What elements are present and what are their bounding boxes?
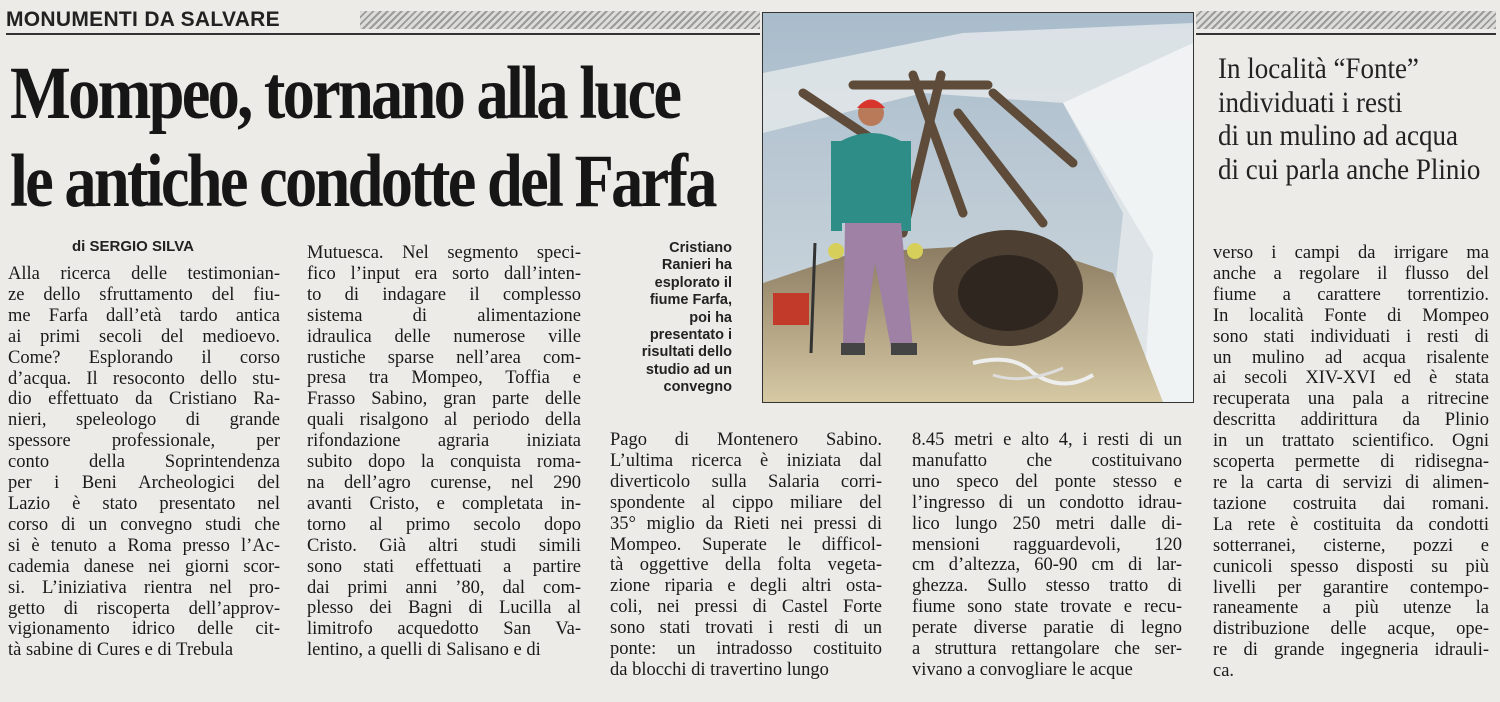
- deck-line-2: individuati i resti: [1218, 85, 1403, 119]
- caption-line: esplorato il: [654, 274, 732, 291]
- article-column-3: [610, 430, 882, 681]
- article-photo: [762, 12, 1194, 403]
- col3-line: L’ultima ricerca è iniziata dal: [610, 450, 882, 471]
- col2-line: torno al primo secolo dopo: [307, 514, 581, 535]
- col5-line: verso i campi da irrigare ma: [1213, 243, 1489, 263]
- kicker-rule: [6, 33, 760, 35]
- col3-line: Mompeo. Superate le difficol-: [610, 534, 882, 555]
- col1-line: si. L’iniziativa rientra nel pro-: [8, 577, 280, 598]
- col2-line: na dell’agro curense, nel 290: [307, 472, 581, 493]
- col4-line: ghezza. Sullo stesso tratto di: [912, 576, 1182, 597]
- deck-line-3: di un mulino ad acqua: [1218, 119, 1458, 152]
- col3-line: zione riparia e degli altri osta-: [610, 576, 882, 597]
- col4-line: perate diverse paratie di legno: [912, 618, 1182, 639]
- col1-line: cademia danese nei giorni scor-: [8, 556, 280, 577]
- article-column-4: [912, 430, 1182, 681]
- col2-line: rustiche sparse nell’area com-: [307, 347, 581, 368]
- caption-line: poi ha: [689, 309, 732, 326]
- col2-line: presa tra Mompeo, Toffia e: [307, 368, 581, 389]
- col1-line: corso di un convegno studi che: [8, 514, 280, 535]
- article-column-5: [1213, 243, 1489, 682]
- col4-line: cm d’altezza, 60-90 cm di lar-: [912, 555, 1182, 576]
- col1-line: ze dello sfruttamento del fiu-: [8, 284, 280, 305]
- col1-line: Lazio è stato presentato nel: [8, 493, 280, 514]
- col3-line: spondente al cippo miliare del: [610, 492, 882, 513]
- col2-line: to di indagare il complesso: [307, 284, 581, 305]
- col1-line: conto della Soprintendenza: [8, 452, 280, 473]
- headline: [10, 50, 715, 226]
- article-column-2: [307, 243, 581, 661]
- col1-line: Come? Esplorando il corso: [8, 347, 280, 368]
- col2-line: Mutuesca. Nel segmento speci-: [307, 243, 581, 263]
- photo-caption: [610, 240, 732, 397]
- col5-line: sono stati individuati i resti di: [1213, 326, 1489, 347]
- col3-line: ponte: un intradosso costituito: [610, 639, 882, 660]
- col5-line: cunicoli spesso disposti su più: [1213, 556, 1489, 577]
- col5-line: ca.: [1213, 661, 1235, 682]
- col4-line: lico lungo 250 metri dalle di-: [912, 513, 1182, 534]
- col2-line: dai primi anni ’80, dal com-: [307, 577, 581, 598]
- caption-line: Ranieri ha: [661, 257, 732, 274]
- col2-line: Frasso Sabino, gran parte delle: [307, 389, 581, 410]
- col5-line: distribuzione delle acque, ope-: [1213, 619, 1489, 640]
- col2-line: Cristo. Già altri studi simili: [307, 535, 581, 556]
- deck-line-1: In località “Fonte”: [1218, 52, 1419, 85]
- deck-line-4: di cui parla anche Plinio: [1218, 152, 1481, 186]
- col1-line: si è tenuto a Roma presso l’Ac-: [8, 535, 280, 556]
- col3-line: diverticolo sulla Salaria corri-: [610, 471, 882, 492]
- col4-line: vivano a convogliare le acque: [912, 659, 1133, 680]
- col4-line: uno speco del ponte stesso e: [912, 471, 1182, 492]
- col3-line: Pago di Montenero Sabino.: [610, 430, 882, 450]
- col1-line: Alla ricerca delle testimonian-: [8, 264, 280, 284]
- col5-line: recuperata una pala a ritrecine: [1213, 389, 1489, 410]
- col5-line: scoperta permette di ridisegna-: [1213, 452, 1489, 473]
- col2-line: subito dopo la conquista roma-: [307, 452, 581, 473]
- col1-line: getto di riscoperta dell’approv-: [8, 598, 280, 619]
- col4-line: mensioni ragguardevoli, 120: [912, 534, 1182, 555]
- headline-line-1: Mompeo, tornano alla luce: [10, 52, 680, 135]
- col2-line: sistema di alimentazione: [307, 305, 581, 326]
- col2-line: avanti Cristo, e completata in-: [307, 493, 581, 514]
- caption-line: Cristiano: [669, 240, 732, 256]
- col2-line: lentino, a quelli di Salisano e di: [307, 640, 541, 661]
- col5-line: In località Fonte di Mompeo: [1213, 305, 1489, 326]
- kicker-hatch: [360, 11, 760, 29]
- kicker-rule-right: [1196, 33, 1496, 35]
- col4-line: fiume sono state trovate e recu-: [912, 597, 1182, 618]
- col4-line: 8.45 metri e alto 4, i resti di un: [912, 430, 1182, 450]
- col2-line: limitrofo acquedotto San Va-: [307, 619, 581, 640]
- col5-line: La rete è costituita da condotti: [1213, 514, 1489, 535]
- col4-line: l’ingresso di un condotto idrau-: [912, 492, 1182, 513]
- col2-line: rifondazione agraria iniziata: [307, 431, 581, 452]
- col1-line: per i Beni Archeologici del: [8, 473, 280, 494]
- col5-line: in un trattato scientifico. Ogni: [1213, 431, 1489, 452]
- col3-line: da blocchi di travertino lungo: [610, 659, 829, 680]
- article-column-1: [8, 264, 280, 661]
- col1-line: dio effettuato da Cristiano Ra-: [8, 389, 280, 410]
- col2-line: quali risalgono al periodo della: [307, 410, 581, 431]
- col5-line: sotterranei, cisterne, pozzi e: [1213, 535, 1489, 556]
- caption-line: convegno: [663, 379, 732, 396]
- col1-line: ai primi secoli del medioevo.: [8, 326, 280, 347]
- col2-line: sono stati effettuati a partire: [307, 556, 581, 577]
- section-kicker: MONUMENTI DA SALVARE: [6, 8, 280, 31]
- col1-line: me Farfa dall’età tardo antica: [8, 305, 280, 326]
- caption-line: studio ad un: [645, 361, 732, 378]
- col5-line: tazione costruita dai romani.: [1213, 493, 1489, 514]
- byline: di SERGIO SILVA: [72, 238, 194, 255]
- col5-line: descritta addirittura da Plinio: [1213, 410, 1489, 431]
- col3-line: tà oggettive della folta vegeta-: [610, 555, 882, 576]
- col5-line: raneamente a più utenze la: [1213, 598, 1489, 619]
- headline-line-2: le antiche condotte del Farfa: [10, 140, 715, 223]
- col3-line: 35° miglio da Rieti nei pressi di: [610, 513, 882, 534]
- col1-line: nieri, speleologo di grande: [8, 410, 280, 431]
- caption-line: presentato i: [649, 327, 732, 344]
- photo-illustration: [763, 13, 1193, 402]
- col2-line: plesso dei Bagni di Lucilla al: [307, 598, 581, 619]
- col5-line: un mulino ad acqua risalente: [1213, 347, 1489, 368]
- col2-line: fico l’input era sorto dall’inten-: [307, 263, 581, 284]
- article-deck: [1218, 52, 1481, 186]
- col5-line: anche a regolare il flusso del: [1213, 263, 1489, 284]
- caption-line: risultati dello: [641, 344, 732, 361]
- col3-line: sono stati trovati i resti di un: [610, 618, 882, 639]
- col2-line: idraulica delle numerose ville: [307, 326, 581, 347]
- col5-line: ai secoli XIV-XVI ed è stata: [1213, 368, 1489, 389]
- col5-line: fiume a carattere torrentizio.: [1213, 284, 1489, 305]
- col5-line: re la carta di servizi di alimen-: [1213, 472, 1489, 493]
- col5-line: re di grande ingegneria idrauli-: [1213, 640, 1489, 661]
- col1-line: tà sabine di Cures e di Trebula: [8, 640, 234, 661]
- col1-line: spessore professionale, per: [8, 431, 280, 452]
- kicker-hatch-right: [1196, 11, 1496, 29]
- col1-line: d’acqua. Il resoconto dello stu-: [8, 368, 280, 389]
- col1-line: vigionamento idrico delle cit-: [8, 619, 280, 640]
- col5-line: livelli per garantire contempo-: [1213, 577, 1489, 598]
- col3-line: coli, nei pressi di Castel Forte: [610, 597, 882, 618]
- col4-line: manufatto che costituivano: [912, 450, 1182, 471]
- caption-line: fiume Farfa,: [649, 292, 732, 309]
- col4-line: a struttura rettangolare che ser-: [912, 639, 1182, 660]
